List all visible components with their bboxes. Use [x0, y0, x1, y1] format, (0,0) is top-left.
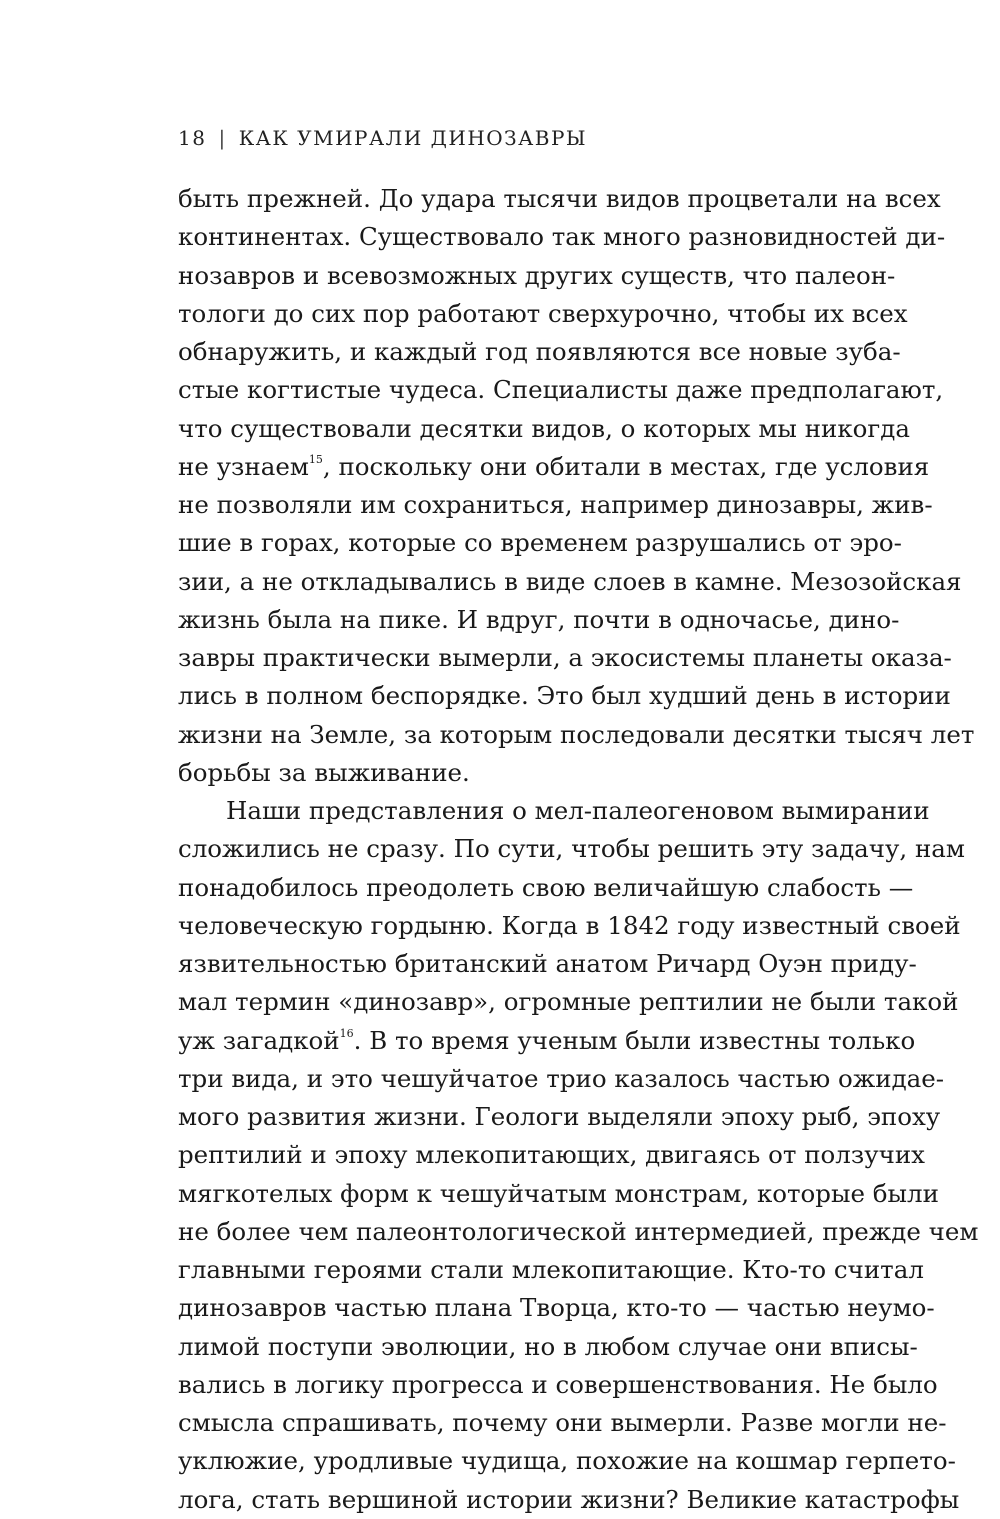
- text-line: не более чем палеонтологической интермедией, прежде чем: [178, 1216, 979, 1246]
- text-line: язвительностью британский анатом Ричард Оуэн приду-: [178, 949, 917, 978]
- text-line: уклюжие, уродливые чудища, похожие на кошмар герпето-: [178, 1446, 956, 1476]
- text-line: завры практически вымерли, а экосистемы планеты оказа-: [178, 643, 952, 672]
- text-line: быть прежней. До удара тысячи видов процветали на всех: [178, 184, 941, 213]
- footnote-ref-15[interactable]: 15: [308, 452, 323, 466]
- text-line: не позволяли им сохраниться, например динозавры, жив-: [178, 490, 933, 519]
- text-line: мягкотелых форм к чешуйчатым монстрам, которые были: [178, 1178, 939, 1208]
- text-line: вались в логику прогресса и совершенствования. Не было: [178, 1369, 938, 1399]
- text-line: [178, 448, 930, 486]
- body-text: [178, 180, 979, 1519]
- text-line: шие в горах, которые со временем разрушались от эро-: [178, 528, 902, 558]
- text-line: рептилий и эпоху млекопитающих, двигаясь от ползучих: [178, 1140, 925, 1170]
- paragraph-first-line: Наши представления о мел-палеогеновом вымирании: [226, 796, 930, 825]
- header-separator: |: [218, 126, 227, 150]
- page-number: 18: [178, 126, 207, 150]
- text-line: лись в полном беспорядке. Это был худший день в истории: [178, 681, 951, 711]
- text-line: зии, а не откладывались в виде слоев в камне. Мезозойская: [178, 566, 962, 596]
- text-line: лога, стать вершиной истории жизни? Великие катастрофы: [178, 1484, 960, 1514]
- text-line: лимой поступи эволюции, но в любом случае они вписы-: [178, 1331, 918, 1361]
- text-line: жизни на Земле, за которым последовали десятки тысяч лет: [178, 719, 975, 749]
- footnote-ref-16[interactable]: 16: [339, 1026, 354, 1040]
- text-line: борьбы за выживание.: [178, 757, 470, 787]
- text-line: [178, 1022, 916, 1060]
- text-line: нозавров и всевозможных других существ, что палеон-: [178, 260, 896, 290]
- text-line: смысла спрашивать, почему они вымерли. Разве могли не-: [178, 1408, 947, 1437]
- text-fragment: . В то время ученым были известны только: [353, 1025, 916, 1055]
- text-line: что существовали десятки видов, о которых мы никогда: [178, 413, 910, 443]
- running-head: [178, 124, 587, 152]
- text-line: мого развития жизни. Геологи выделяли эпоху рыб, эпоху: [178, 1102, 941, 1131]
- text-line: жизнь была на пике. И вдруг, почти в одночасье, дино-: [178, 604, 900, 634]
- text-line: стые когтистые чудеса. Специалисты даже предполагают,: [178, 375, 944, 405]
- text-line: человеческую гордыню. Когда в 1842 году известный своей: [178, 910, 961, 940]
- text-line: сложились не сразу. По сути, чтобы решить эту задачу, нам: [178, 834, 965, 864]
- text-line: три вида, и это чешуйчатое трио казалось частью ожидае-: [178, 1063, 945, 1093]
- text-line: обнаружить, и каждый год появляются все новые зуба-: [178, 337, 901, 366]
- text-line: главными героями стали млекопитающие. Кто-то считал: [178, 1255, 924, 1284]
- text-fragment: не узнаем: [178, 451, 309, 481]
- text-line: динозавров частью плана Творца, кто-то — частью неумо-: [178, 1293, 935, 1323]
- text-fragment: уж загадкой: [178, 1025, 340, 1055]
- text-line: мал термин «динозавр», огромные рептилии не были такой: [178, 987, 959, 1017]
- book-title: КАК УМИРАЛИ ДИНОЗАВРЫ: [238, 126, 588, 150]
- text-line: понадобилось преодолеть свою величайшую слабость —: [178, 872, 914, 902]
- text-line: континентах. Существовало так много разновидностей ди-: [178, 222, 946, 252]
- text-fragment: , поскольку они обитали в местах, где условия: [322, 451, 930, 481]
- text-line: тологи до сих пор работают сверхурочно, чтобы их всех: [178, 298, 908, 328]
